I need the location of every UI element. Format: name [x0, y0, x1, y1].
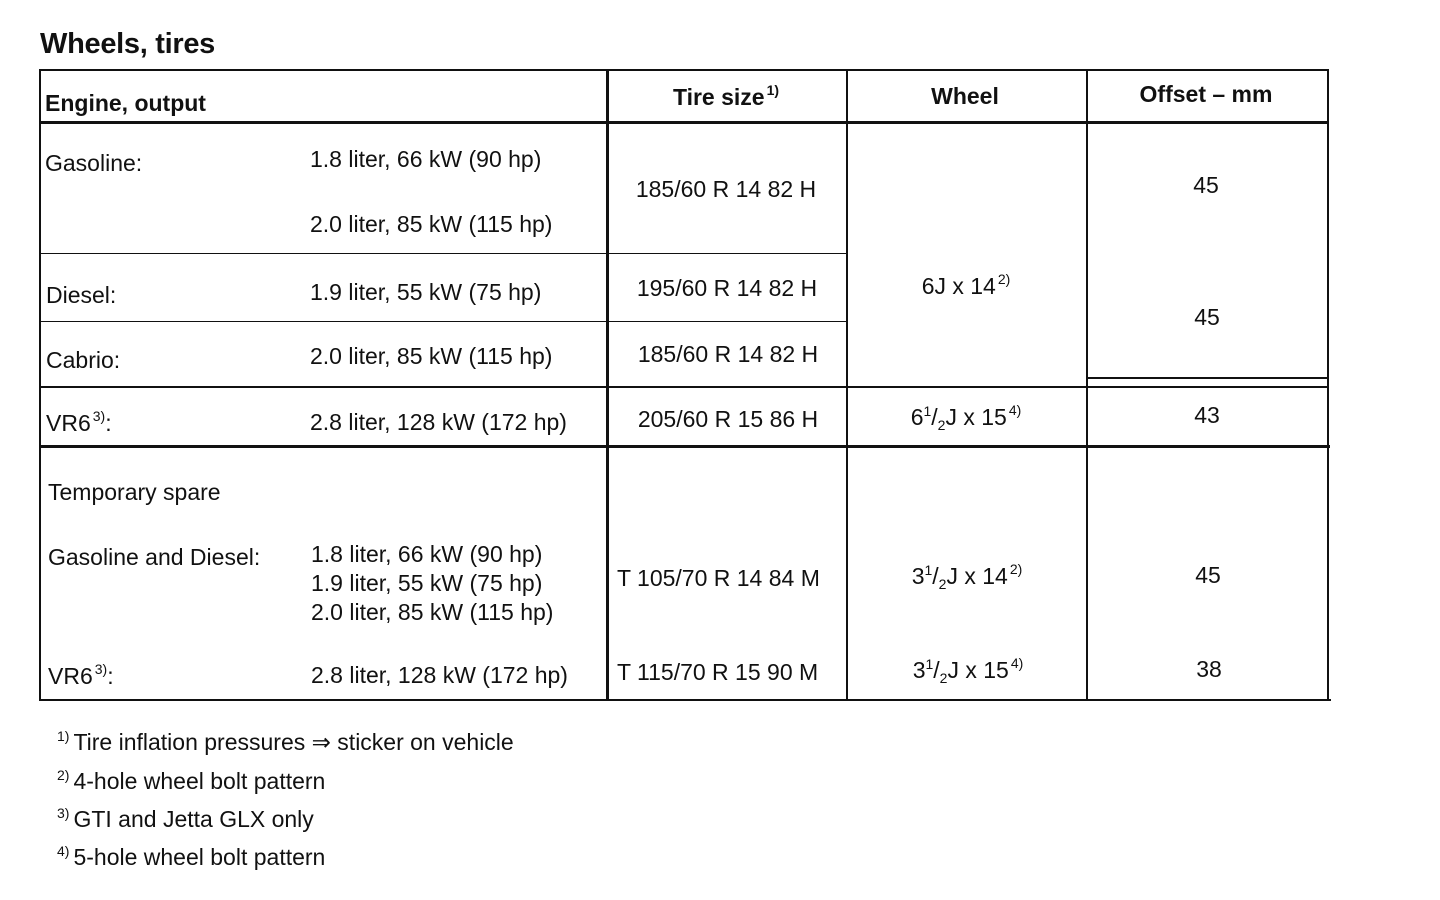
spare-gd-engine-3: 2.0 liter, 85 kW (115 hp) — [311, 599, 554, 625]
shared-wheel-size: 6J x 14 — [921, 273, 996, 299]
spare-vr6-label-text: VR6 — [48, 663, 93, 689]
footnote-ref-3: 3) — [92, 408, 106, 424]
row-divider-offset-1 — [1086, 377, 1327, 379]
header-wheel: Wheel — [931, 83, 999, 109]
table-top-border — [39, 69, 1327, 71]
spare-gd-engine-2: 1.9 liter, 55 kW (75 hp) — [311, 570, 543, 596]
spare-vr6-wheel-whole: 3 — [912, 657, 926, 683]
vr6-label-text: VR6 — [46, 410, 91, 436]
vr6-engine: 2.8 liter, 128 kW (172 hp) — [310, 409, 567, 435]
footnote-4 — [57, 844, 325, 871]
spare-vr6-wheel: $3^1/2J$ x 15 $^{4)}$ — [912, 655, 1024, 686]
diesel-tire: 195/60 R 14 82 H — [636, 275, 818, 301]
header-tire-label: Tire size — [672, 84, 765, 110]
spare-vr6-wheel-rest: J x 15 — [947, 657, 1009, 683]
table-bottom-border — [41, 699, 1331, 701]
footnote-ref-4: 4) — [1008, 402, 1022, 418]
row-divider-vr6 — [41, 445, 1330, 448]
cabrio-engine: 2.0 liter, 85 kW (115 hp) — [310, 343, 553, 369]
header-engine: Engine, output — [45, 90, 206, 116]
footnote-4-mark: 4) — [57, 843, 70, 859]
col-border-tire-wheel — [846, 69, 848, 701]
diesel-cabrio-offset: 45 — [1194, 304, 1220, 330]
footnote-1-mark: 1) — [57, 728, 70, 744]
footnote-2 — [57, 768, 325, 795]
spare-gd-engines — [311, 540, 553, 627]
col-border-engine-tire — [606, 69, 609, 701]
spare-vr6-wheel-frac-den: 2 — [939, 670, 948, 686]
footnote-ref-3b: 3) — [94, 661, 108, 677]
vr6-wheel-frac-num: 1 — [923, 403, 932, 419]
spare-gd-wheel-frac-den: 2 — [938, 576, 947, 592]
vr6-wheel-frac-den: 2 — [937, 417, 946, 433]
spare-vr6-tire: T 115/70 R 15 90 M — [617, 659, 819, 685]
spare-gd-label: Gasoline and Diesel: — [48, 544, 261, 570]
gasoline-engine-1: 1.8 liter, 66 kW (90 hp) — [310, 146, 542, 172]
spare-vr6-offset: 38 — [1196, 656, 1222, 682]
vr6-wheel: $6^1/2J$ x 15 $^{4)}$ — [910, 402, 1022, 433]
row-divider-diesel — [39, 321, 846, 322]
row-divider-cabrio — [39, 386, 1327, 388]
footnote-4-text: 5-hole wheel bolt pattern — [73, 844, 326, 870]
col-border-left — [39, 69, 41, 701]
spare-gd-offset: 45 — [1195, 562, 1221, 588]
footnote-3-text: GTI and Jetta GLX only — [73, 806, 314, 832]
footnote-1-text: Tire inflation pressures ⇒ sticker on vehicle — [73, 729, 514, 755]
footnote-3 — [57, 806, 314, 833]
cabrio-label: Cabrio: — [46, 347, 121, 373]
gasoline-offset: 45 — [1193, 172, 1219, 198]
page-title: Wheels, tires — [40, 28, 215, 60]
vr6-wheel-rest: J x 15 — [945, 404, 1007, 430]
spare-vr6-wheel-frac-num: 1 — [925, 656, 934, 672]
spare-vr6-engine: 2.8 liter, 128 kW (172 hp) — [311, 662, 568, 688]
diesel-engine: 1.9 liter, 55 kW (75 hp) — [310, 279, 542, 305]
header-offset: Offset – mm — [1139, 81, 1273, 107]
diesel-label: Diesel: — [46, 282, 117, 308]
col-border-wheel-offset — [1086, 69, 1088, 701]
gasoline-label: Gasoline: — [45, 150, 143, 176]
spare-heading: Temporary spare — [48, 479, 221, 505]
header-tire-size — [672, 82, 780, 110]
spare-gd-wheel-whole: 3 — [911, 563, 925, 589]
spare-gd-wheel-frac-num: 1 — [924, 562, 933, 578]
vr6-label: VR6 $^{3)}$: — [46, 408, 112, 436]
spare-vr6-label: VR6 $^{3)}$: — [48, 661, 114, 689]
cabrio-tire: 185/60 R 14 82 H — [637, 341, 819, 367]
footnote-2-mark: 2) — [57, 767, 70, 783]
footnote-3-mark: 3) — [57, 805, 70, 821]
footnote-2-text: 4-hole wheel bolt pattern — [73, 768, 326, 794]
vr6-tire: 205/60 R 15 86 H — [637, 406, 819, 432]
spare-gd-engine-1: 1.8 liter, 66 kW (90 hp) — [311, 541, 543, 567]
gasoline-engine-2: 2.0 liter, 85 kW (115 hp) — [310, 211, 553, 237]
row-divider-gasoline — [39, 253, 846, 254]
shared-wheel — [921, 271, 1011, 299]
footnote-ref-1: 1) — [766, 82, 780, 98]
header-bottom-border — [39, 121, 1327, 124]
gasoline-tire: 185/60 R 14 82 H — [635, 176, 817, 202]
vr6-offset: 43 — [1194, 402, 1220, 428]
footnote-ref-2: 2) — [997, 271, 1011, 287]
footnote-1 — [57, 729, 514, 756]
spare-gd-tire: T 105/70 R 14 84 M — [617, 565, 820, 591]
footnote-ref-2b: 2) — [1009, 561, 1023, 577]
footnote-ref-4b: 4) — [1010, 655, 1024, 671]
col-border-right — [1327, 69, 1329, 701]
spare-gd-wheel-rest: J x 14 — [946, 563, 1008, 589]
spare-gd-wheel: $3^1/2J$ x 14 $^{2)}$ — [911, 561, 1023, 592]
vr6-wheel-whole: 6 — [910, 404, 924, 430]
